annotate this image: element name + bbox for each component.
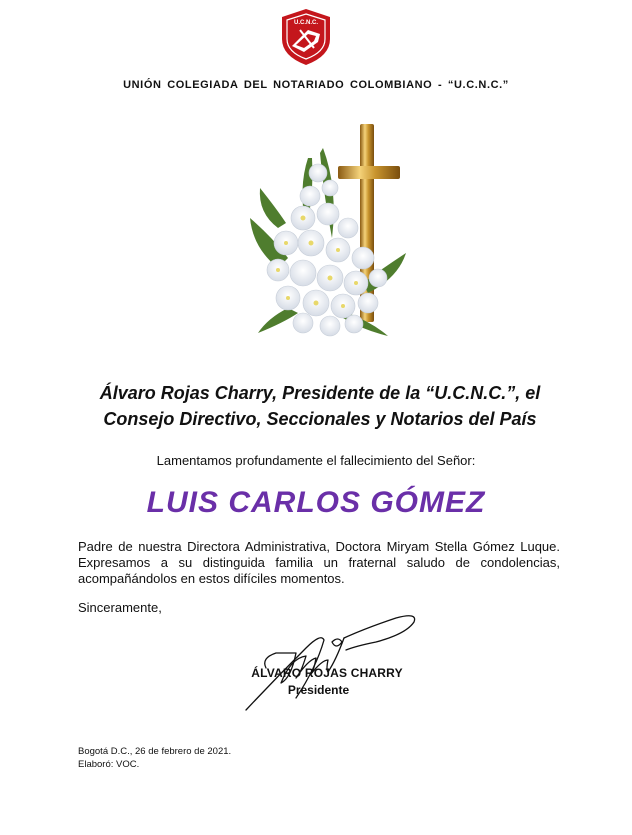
condolence-message: Padre de nuestra Directora Administrativa, Doctora Miryam Stella Gómez Luque. Expresamos a su distinguida familia un fraternal saludo de condolencias, acompañándolos en estos difíciles momentos. [78,539,560,586]
letter-heading [40,380,600,432]
signer-name: ÁLVARO ROJAS CHARRY [251,666,403,680]
signer-role: Presidente [287,683,350,697]
footer [78,745,231,771]
handwritten-signature-icon [236,598,426,716]
heading-line-2: Consejo Directivo, Seccionales y Notarios del País [103,409,537,429]
prepared-by: Elaboró: VOC. [78,759,140,770]
ucnc-seal-icon [278,8,334,66]
organization-title: UNIÓN COLEGIADA DEL NOTARIADO COLOMBIANO - “U.C.N.C.” [123,79,509,91]
logo-text: U.C.N.C. [294,20,318,26]
intro-text: Lamentamos profundamente el fallecimiento del Señor: [156,453,476,468]
closing-text: Sinceramente, [78,600,162,615]
heading-line-1: Álvaro Rojas Charry, Presidente de la “U.C.N.C.”, el [99,383,541,403]
deceased-name: LUIS CARLOS GÓMEZ [146,486,486,519]
place-date: Bogotá D.C., 26 de febrero de 2021. [78,746,232,757]
white-flower-bouquet-with-gold-cross-icon [248,118,408,340]
